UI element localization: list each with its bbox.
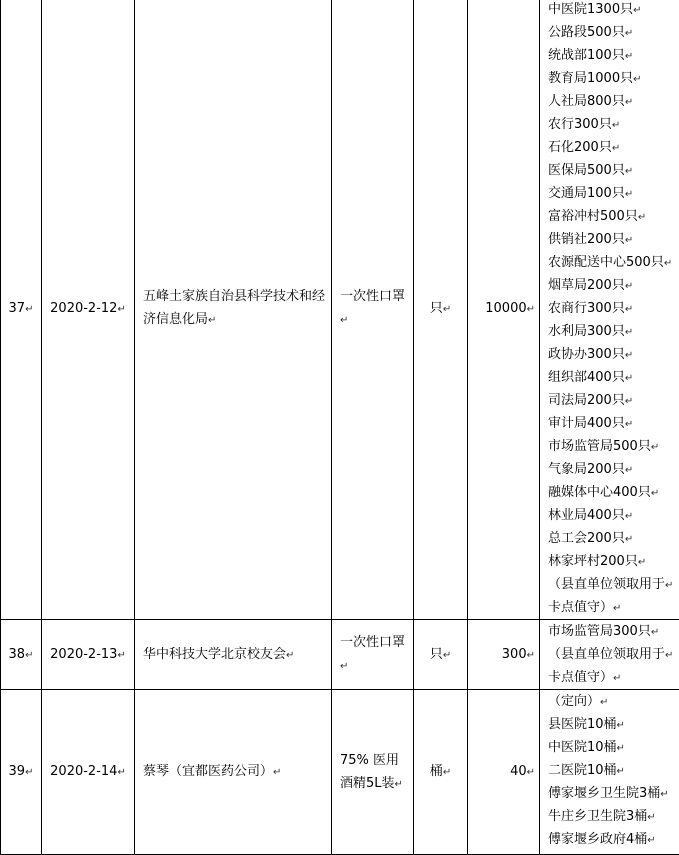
distribution-entry-text: 卡点值守） — [548, 670, 613, 685]
distribution-entry — [548, 828, 679, 851]
distribution-entry-text: 统战部100只 — [548, 48, 625, 63]
paragraph-mark: ↵ — [633, 5, 641, 16]
distribution-entry-text: 中医院1300只 — [548, 2, 633, 17]
row-quantity: 10000↵ — [468, 0, 540, 620]
row-unit: 只↵ — [414, 620, 468, 690]
row-number: 37↵ — [1, 0, 42, 620]
distribution-entry-text: 市场监管局300只 — [548, 624, 651, 639]
distribution-entry — [548, 21, 679, 44]
distribution-entry-text: 卡点值守） — [548, 600, 613, 615]
distribution-entry — [548, 44, 679, 67]
paragraph-mark: ↵ — [633, 74, 641, 85]
distribution-entry — [548, 136, 679, 159]
paragraph-mark: ↵ — [625, 304, 633, 315]
distribution-entry-text: （县直单位领取用于 — [548, 577, 665, 592]
row-item: 一次性口罩↵ — [332, 0, 414, 620]
distribution-entry-text: 傅家堰乡卫生院3桶 — [548, 786, 660, 801]
distribution-entry-text: 水利局300只 — [548, 324, 625, 339]
paragraph-mark: ↵ — [612, 143, 620, 154]
distribution-entry-text: 总工会200只 — [548, 531, 625, 546]
distribution-entry — [548, 228, 679, 251]
paragraph-mark: ↵ — [625, 419, 633, 430]
distribution-entry-text: 林家坪村200只 — [548, 554, 638, 569]
paragraph-mark: ↵ — [660, 789, 668, 800]
row-donor: 华中科技大学北京校友会↵ — [135, 620, 332, 690]
paragraph-mark: ↵ — [600, 697, 608, 708]
distribution-entry — [548, 113, 679, 136]
row-donor: 蔡琴（宜都医药公司）↵ — [135, 690, 332, 855]
distribution-entry — [548, 67, 679, 90]
distribution-entry-text: 石化200只 — [548, 140, 612, 155]
paragraph-mark: ↵ — [647, 812, 655, 823]
distribution-entry — [548, 0, 679, 21]
table-row — [1, 620, 679, 690]
row-quantity: 300↵ — [468, 620, 540, 690]
paragraph-mark: ↵ — [625, 396, 633, 407]
paragraph-mark: ↵ — [651, 627, 659, 638]
distribution-list — [548, 690, 679, 851]
row-date: 2020-2-13↵ — [42, 620, 135, 690]
distribution-entry — [548, 690, 679, 713]
distribution-entry — [548, 205, 679, 228]
paragraph-mark: ↵ — [665, 580, 673, 591]
distribution-entry-text: 政协办300只 — [548, 347, 625, 362]
distribution-entry — [548, 343, 679, 366]
paragraph-mark: ↵ — [638, 212, 646, 223]
distribution-entry-text: 司法局200只 — [548, 393, 625, 408]
distribution-entry — [548, 550, 679, 573]
row-distribution — [540, 620, 679, 690]
paragraph-mark: ↵ — [625, 28, 633, 39]
paragraph-mark: ↵ — [625, 97, 633, 108]
distribution-entry — [548, 182, 679, 205]
distribution-entry-text: （县直单位领取用于 — [548, 647, 665, 662]
distribution-entry-text: 农行300只 — [548, 117, 612, 132]
distribution-entry — [548, 389, 679, 412]
paragraph-mark: ↵ — [625, 235, 633, 246]
distribution-entry — [548, 412, 679, 435]
distribution-entry-text: （定向） — [548, 694, 600, 709]
row-date: 2020-2-12↵ — [42, 0, 135, 620]
paragraph-mark: ↵ — [625, 51, 633, 62]
distribution-entry-text: 公路段500只 — [548, 25, 625, 40]
paragraph-mark: ↵ — [617, 766, 625, 777]
distribution-entry — [548, 504, 679, 527]
distribution-entry-text: 交通局100只 — [548, 186, 625, 201]
row-date: 2020-2-14↵ — [42, 690, 135, 855]
distribution-entry-text: 审计局400只 — [548, 416, 625, 431]
distribution-entry — [548, 643, 679, 666]
distribution-list — [548, 0, 679, 619]
distribution-entry-text: 傅家堰乡政府4桶 — [548, 832, 647, 847]
paragraph-mark: ↵ — [617, 743, 625, 754]
paragraph-mark: ↵ — [638, 557, 646, 568]
distribution-entry — [548, 713, 679, 736]
row-distribution — [540, 690, 679, 855]
paragraph-mark: ↵ — [625, 511, 633, 522]
distribution-entry — [548, 481, 679, 504]
distribution-entry — [548, 666, 679, 689]
row-distribution — [540, 0, 679, 620]
paragraph-mark: ↵ — [625, 189, 633, 200]
distribution-entry — [548, 736, 679, 759]
distribution-entry — [548, 251, 679, 274]
paragraph-mark: ↵ — [617, 720, 625, 731]
row-unit: 只↵ — [414, 0, 468, 620]
distribution-entry-text: 市场监管局500只 — [548, 439, 651, 454]
distribution-entry-text: 富裕冲村500只 — [548, 209, 638, 224]
distribution-entry-text: 牛庄乡卫生院3桶 — [548, 809, 647, 824]
distribution-entry — [548, 159, 679, 182]
distribution-entry — [548, 620, 679, 643]
paragraph-mark: ↵ — [612, 120, 620, 131]
distribution-entry — [548, 366, 679, 389]
distribution-entry-text: 农商行300只 — [548, 301, 625, 316]
distribution-entry — [548, 527, 679, 550]
distribution-entry — [548, 596, 679, 619]
row-number: 38↵ — [1, 620, 42, 690]
row-number: 39↵ — [1, 690, 42, 855]
row-donor: 五峰土家族自治县科学技术和经济信息化局↵ — [135, 0, 332, 620]
paragraph-mark: ↵ — [647, 835, 655, 846]
paragraph-mark: ↵ — [625, 373, 633, 384]
distribution-entry — [548, 274, 679, 297]
distribution-entry-text: 二医院10桶 — [548, 763, 617, 778]
paragraph-mark: ↵ — [651, 442, 659, 453]
distribution-entry — [548, 805, 679, 828]
distribution-entry — [548, 320, 679, 343]
paragraph-mark: ↵ — [625, 281, 633, 292]
distribution-entry-text: 医保局500只 — [548, 163, 625, 178]
distribution-entry — [548, 759, 679, 782]
distribution-entry-text: 组织部400只 — [548, 370, 625, 385]
distribution-entry-text: 县医院10桶 — [548, 717, 617, 732]
distribution-entry — [548, 297, 679, 320]
distribution-entry — [548, 90, 679, 113]
distribution-entry — [548, 782, 679, 805]
paragraph-mark: ↵ — [613, 603, 621, 614]
distribution-entry-text: 人社局800只 — [548, 94, 625, 109]
distribution-list — [548, 620, 679, 689]
paragraph-mark: ↵ — [665, 650, 673, 661]
paragraph-mark: ↵ — [651, 488, 659, 499]
distribution-entry-text: 林业局400只 — [548, 508, 625, 523]
distribution-entry-text: 烟草局200只 — [548, 278, 625, 293]
distribution-entry-text: 教育局1000只 — [548, 71, 633, 86]
distribution-entry — [548, 435, 679, 458]
paragraph-mark: ↵ — [625, 166, 633, 177]
table-row — [1, 0, 679, 620]
paragraph-mark: ↵ — [664, 258, 672, 269]
distribution-entry — [548, 458, 679, 481]
paragraph-mark: ↵ — [625, 534, 633, 545]
distribution-entry-text: 农源配送中心500只 — [548, 255, 664, 270]
distribution-entry — [548, 573, 679, 596]
paragraph-mark: ↵ — [625, 350, 633, 361]
distribution-entry-text: 供销社200只 — [548, 232, 625, 247]
distribution-entry-text: 融媒体中心400只 — [548, 485, 651, 500]
distribution-entry-text: 中医院10桶 — [548, 740, 617, 755]
paragraph-mark: ↵ — [613, 673, 621, 684]
row-quantity: 40↵ — [468, 690, 540, 855]
row-item: 75% 医用酒精5L装↵ — [332, 690, 414, 855]
distribution-entry-text: 气象局200只 — [548, 462, 625, 477]
paragraph-mark: ↵ — [625, 465, 633, 476]
row-item: 一次性口罩↵ — [332, 620, 414, 690]
table-row — [1, 690, 679, 855]
paragraph-mark: ↵ — [625, 327, 633, 338]
row-unit: 桶↵ — [414, 690, 468, 855]
